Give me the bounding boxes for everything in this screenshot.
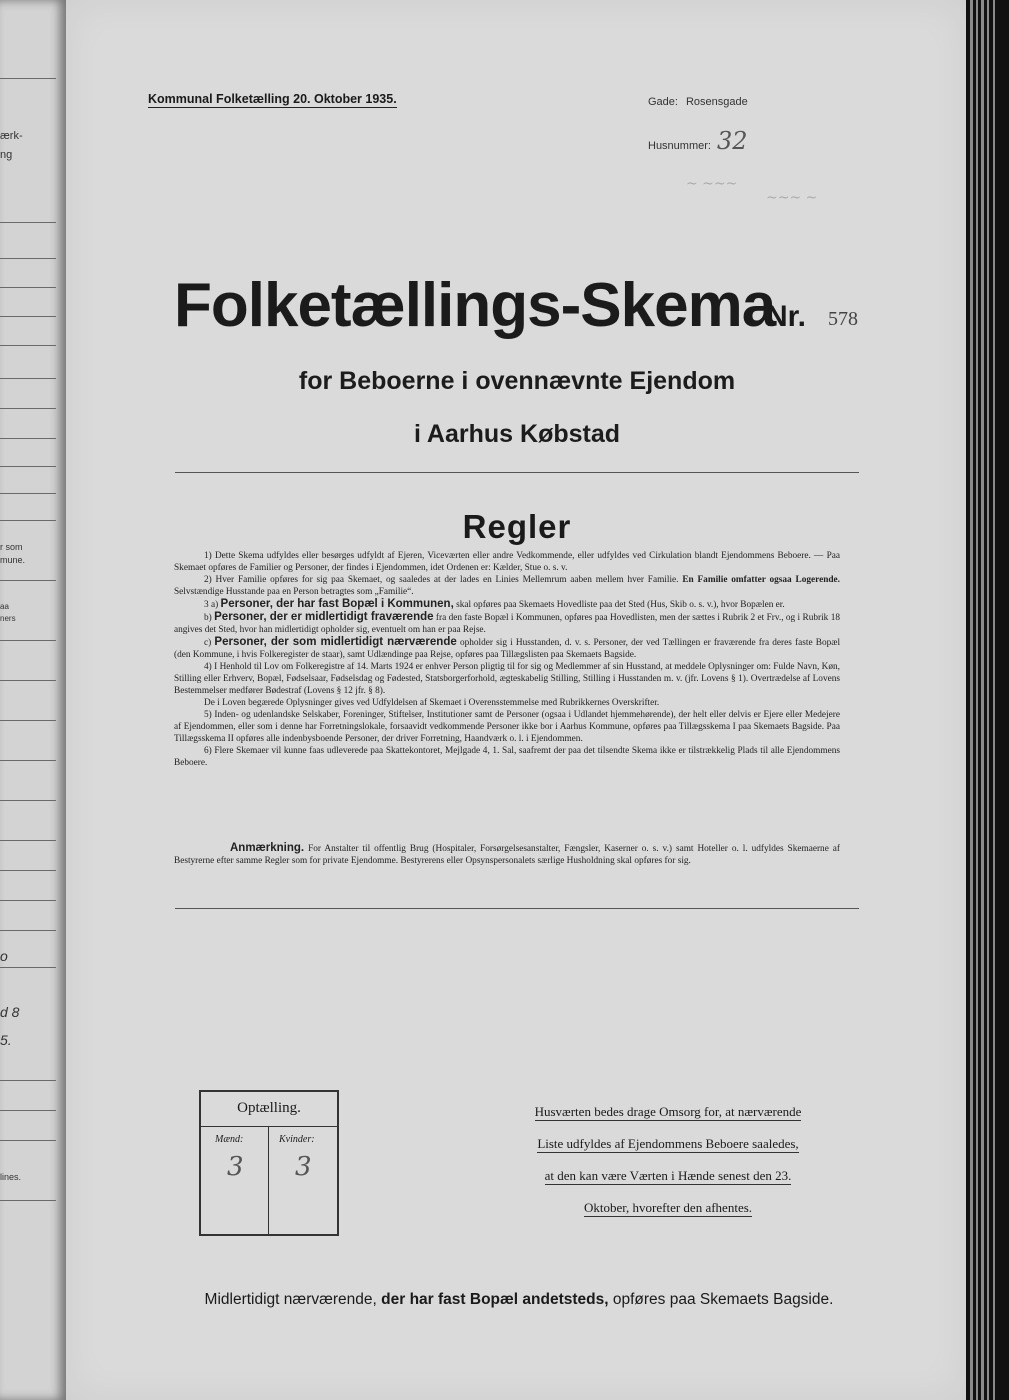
- count-box: [199, 1090, 339, 1236]
- form-title: Folketællings-Skema: [174, 271, 776, 340]
- fragment-text: ærk-: [0, 130, 23, 142]
- count-title: Optælling.: [237, 1100, 301, 1116]
- street-value: Rosensgade: [685, 96, 748, 108]
- rule-4b: De i Loven begærede Oplysninger gives ved Udfyldelsen af Skemaet i Overensstemmelse med Rubrikkernes Overskrifter.: [204, 698, 660, 708]
- footer-bold: der har fast Bopæl andetsteds,: [381, 1291, 609, 1308]
- street-label: Gade:: [648, 96, 678, 108]
- rule-3a-prefix: 3 a): [204, 600, 219, 610]
- women-count: 3: [295, 1152, 312, 1182]
- show-through-scribble: ~ ~~~: [686, 176, 738, 192]
- footer-text-end: opføres paa Skemaets Bagside.: [612, 1291, 834, 1308]
- rule-3b-text: fra den faste Bopæl i Kommunen, opføres paa Hovedlisten, men der sættes i Rubrik 2 et Frv., og i Rubrik 18 angives det Sted, hvor han midlertidigt opholder sig, eventuelt om han er paa Rejse.: [174, 613, 840, 635]
- fragment-text: o: [0, 948, 8, 964]
- show-through-scribble: ~~~ ~: [766, 190, 818, 206]
- house-number-value: 32: [716, 127, 748, 155]
- footer-note: [174, 1291, 864, 1309]
- remark-label: Anmærkning.: [230, 842, 305, 854]
- fragment-text: ng: [0, 149, 13, 161]
- landlord-instructions: [498, 1096, 838, 1224]
- rule-6: 6) Flere Skemaer vil kunne faas udleverede paa Skattekontoret, Mejlgade 4, 1. Sal, saafremt der paa det tilsendte Skema ikke er tilstrækkelig Plads til alle Ejendommens Beboere.: [174, 746, 840, 768]
- form-number-value: 578: [828, 308, 858, 330]
- rule-3b-prefix: b): [204, 613, 212, 623]
- instruction-line: Husværten bedes drage Omsorg for, at nærværende: [534, 1104, 802, 1119]
- count-column-divider: [268, 1126, 269, 1234]
- men-label: Mænd:: [215, 1134, 244, 1145]
- subtitle-residents: for Beboerne i ovennævnte Ejendom: [298, 367, 736, 395]
- fragment-text: aa: [0, 602, 9, 611]
- rule-4: 4) I Henhold til Lov om Folkeregistre af 14. Marts 1924 er enhver Person pligtig til for sig og Medlemmer af sin Husstand, at meddele Oplysninger om: Fulde Navn, Køn, Stilling eller Erhverv, Bopæl, Fødselsaar, Fødselsdag og Fødested, Statsborgerforhold, ægteskabelig Stilling, Stilling i Husstanden m. v. (jfr. Lovens § 1). Overtrædelse af Lovens Bestemmelser medfører Bødestraf (Lovens § 12 jfr. § 8).: [174, 662, 840, 696]
- fragment-text: lines.: [0, 1172, 22, 1182]
- instruction-line: Liste udfyldes af Ejendommens Beboere saaledes,: [537, 1136, 799, 1151]
- census-form-page: [66, 0, 966, 1400]
- rule-3a-text: skal opføres paa Skemaets Hovedliste paa det Sted (Hus, Skib o. s. v.), hvor Bopælen er.: [456, 600, 785, 610]
- fragment-text: mune.: [0, 555, 26, 565]
- rule-3a: [174, 598, 840, 611]
- house-number-label: Husnummer:: [648, 140, 711, 152]
- rule-1: 1) Dette Skema udfyldes eller besørges udfyldt af Ejeren, Viceværten eller andre Vedkommende, eller udfyldes ved Cirkulation blandt Ejendommens Beboere. — Paa Skemaet opføres de Familier og Personer, der findes i Ejendommen, idet Ordenen er: Kælder, Stue o. s. v.: [174, 551, 840, 573]
- rule-2: [174, 574, 840, 598]
- house-number-row: [648, 127, 748, 155]
- divider: [175, 472, 859, 473]
- fragment-text: d 8: [0, 1004, 20, 1020]
- rule-2-text: 2) Hver Familie opføres for sig paa Skemaet, og saaledes at der lades en Linies Mellemrum aaben mellem hver Familie.: [204, 575, 679, 585]
- fragment-text: ners: [0, 614, 16, 623]
- adjacent-page-strip: [0, 0, 66, 1400]
- rules-text: [174, 550, 840, 769]
- rule-3c-prefix: c): [204, 638, 212, 648]
- women-label: Kvinder:: [279, 1134, 315, 1145]
- rules-heading: Regler: [462, 508, 572, 545]
- rule-3c: [174, 636, 840, 661]
- rule-3c-text: opholder sig i Husstanden, d. v. s. Personer, der ved Tællingen er fraværende fra deres faste Bopæl (den Kommune, i hvis Folkeregister de staar), samt Udlændinge paa Rejse, opføres paa Tillægslisten paa Skemaets Bagside.: [174, 638, 841, 660]
- instruction-line: at den kan være Værten i Hænde senest den 23.: [544, 1168, 792, 1183]
- rule-5: 5) Inden- og udenlandske Selskaber, Foreninger, Stiftelser, Institutioner samt de Personer (ogsaa i Udlandet hjemmehørende), der helt eller delvis er Ejere eller Medejere af Ejendommen, eller som i denne har Forretningslokale, forsaavidt vedkommende Personer ikke bor i Aarhus Kommune, opføres paa Tillægsskema I paa Skemaets Bagside. Paa Tillægsskema II opføres alle indenbysboende Personer, der driver Forretning, Haandværk o. l. i Ejendommen.: [174, 710, 840, 744]
- fragment-text: r som: [0, 542, 23, 552]
- count-divider: [201, 1126, 337, 1127]
- footer-text: Midlertidigt nærværende,: [204, 1291, 377, 1308]
- rule-3b: [174, 611, 840, 636]
- instruction-line: Oktober, hvorefter den afhentes.: [583, 1200, 753, 1215]
- rule-3a-heading: Personer, der har fast Bopæl i Kommunen,: [220, 598, 454, 610]
- remark-text: For Anstalter til offentlig Brug (Hospitaler, Forsørgelsesanstalter, Fængsler, Kaserner o. s. v.) samt Hoteller o. l. udfyldes Skemaerne af Bestyrerne efter samme Regler som for private Ejendomme. Bestyrerens eller Opsynspersonalets særlige Husholdning skal opføres for sig.: [174, 844, 840, 866]
- subtitle-city: i Aarhus Købstad: [413, 420, 621, 448]
- form-number-label: Nr.: [766, 300, 807, 333]
- divider: [175, 908, 859, 909]
- fragment-text: 5.: [0, 1032, 12, 1048]
- rule-2-bold: En Familie omfatter ogsaa Logerende.: [682, 575, 840, 585]
- street-row: [648, 92, 748, 110]
- census-header: Kommunal Folketælling 20. Oktober 1935.: [148, 92, 397, 106]
- page-edges: [966, 0, 1009, 1400]
- remark: [174, 842, 840, 867]
- rule-3c-heading: Personer, der som midlertidigt nærværende: [214, 636, 457, 648]
- rule-3b-heading: Personer, der er midlertidigt fraværende: [214, 611, 434, 623]
- men-count: 3: [227, 1152, 244, 1182]
- rule-2-text-end: Selvstændige Husstande paa en Person betragtes som „Familie“.: [174, 587, 414, 597]
